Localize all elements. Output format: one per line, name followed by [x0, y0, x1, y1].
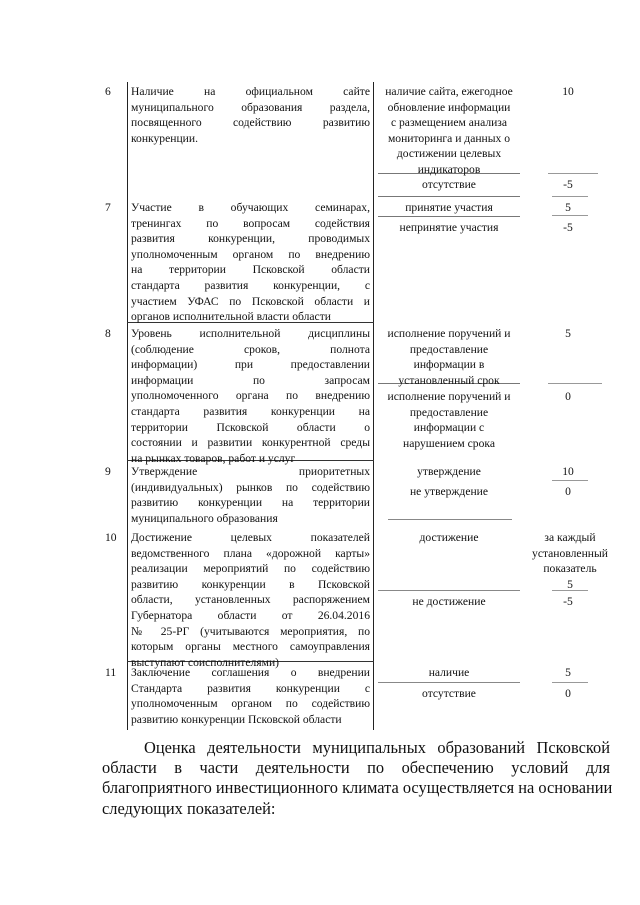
condition-text: не утверждение — [409, 485, 489, 498]
condition-text: принятие участия — [405, 201, 493, 214]
row-number: 11 — [105, 666, 117, 679]
condition-separator — [378, 682, 520, 683]
condition-text: утверждение — [417, 465, 481, 478]
condition-text: отсутствие — [422, 687, 476, 700]
score-value: -5 — [563, 221, 573, 234]
row-number: 10 — [105, 531, 117, 544]
row-number: 7 — [105, 201, 111, 214]
condition-text: наличие — [428, 666, 470, 679]
criterion-text: Участие в обучающих семинарах, тренингах по вопросам содействия развития конкуренции, проводимых уполномоченным органом по внедрению на территории Псковской области стандарта развития конкуренции, с участием УФАС по Псковской области и органов исполнительной власти области — [131, 201, 370, 324]
condition-separator — [378, 196, 520, 197]
condition-text: достижение — [419, 531, 479, 544]
row-number: 9 — [105, 465, 111, 478]
criterion-text: Достижение целевых показателей ведомственного плана «дорожной карты» реализации мероприятий по содействию развитию конкуренции в Псковской области, установленных распоряжением Губернатора области от 26.04.2016 № 25-РГ (учитываются мероприятия, по которым органы местного самоуправления выступают соисполнителями) — [131, 531, 370, 669]
score-separator — [548, 173, 598, 174]
condition-separator — [378, 590, 520, 591]
condition-text: наличие сайта, ежегодное обновление информации с размещением анализа мониторинга и данных о достижении целевых индикаторов — [385, 85, 513, 176]
row-number: 8 — [105, 327, 111, 340]
row-number: 6 — [105, 85, 111, 98]
score-value: за каждый установленный показатель 5 — [532, 531, 608, 591]
criterion-text: Уровень исполнительной дисциплины (соблюдение сроков, полнота информации) при предоставлении информации по запросам уполномоченного органа по внедрению стандарта развития конкуренции на территории Псковской области о состоянии и развитии конкурентной среды на рынках товаров, работ и услуг — [131, 327, 370, 465]
body-paragraph: Оценка деятельности муниципальных образований Псковской области в части деятельности по обеспечению условий для благоприятного инвестиционного климата осуществляется на основании следующих показателей: — [102, 738, 613, 818]
score-value: 10 — [562, 465, 574, 478]
score-value: 10 — [562, 85, 574, 98]
score-separator — [552, 196, 588, 197]
criterion-text: Наличие на официальном сайте муниципального образования раздела, посвященного содействию развитию конкуренции. — [131, 85, 370, 145]
score-value: 5 — [565, 666, 571, 679]
score-separator — [552, 682, 588, 683]
table-border-left — [127, 82, 128, 730]
score-value: -5 — [563, 178, 573, 191]
condition-separator — [388, 519, 512, 520]
score-value: 5 — [565, 201, 571, 214]
condition-separator — [378, 216, 520, 217]
condition-text: непринятие участия — [399, 221, 499, 234]
score-value: 5 — [565, 327, 571, 340]
condition-text: не достижение — [412, 595, 486, 608]
condition-text: исполнение поручений и предоставление информации с нарушением срока — [387, 390, 511, 450]
score-value: 0 — [565, 485, 571, 498]
table-border-middle — [373, 82, 374, 730]
score-separator — [548, 383, 602, 384]
condition-text: отсутствие — [422, 178, 476, 191]
score-value: 0 — [565, 390, 571, 403]
criterion-text: Утверждение приоритетных (индивидуальных) рынков по содействию развитию конкуренции на территории муниципального образования — [131, 465, 370, 525]
condition-text: исполнение поручений и предоставление информации в установленный срок — [387, 327, 511, 387]
score-value: 0 — [565, 687, 571, 700]
score-separator — [552, 480, 588, 481]
score-value: -5 — [563, 595, 573, 608]
criterion-text: Заключение соглашения о внедрении Стандарта развития конкуренции с уполномоченным органом по содействию развитию конкуренции Псковской области — [131, 666, 370, 726]
